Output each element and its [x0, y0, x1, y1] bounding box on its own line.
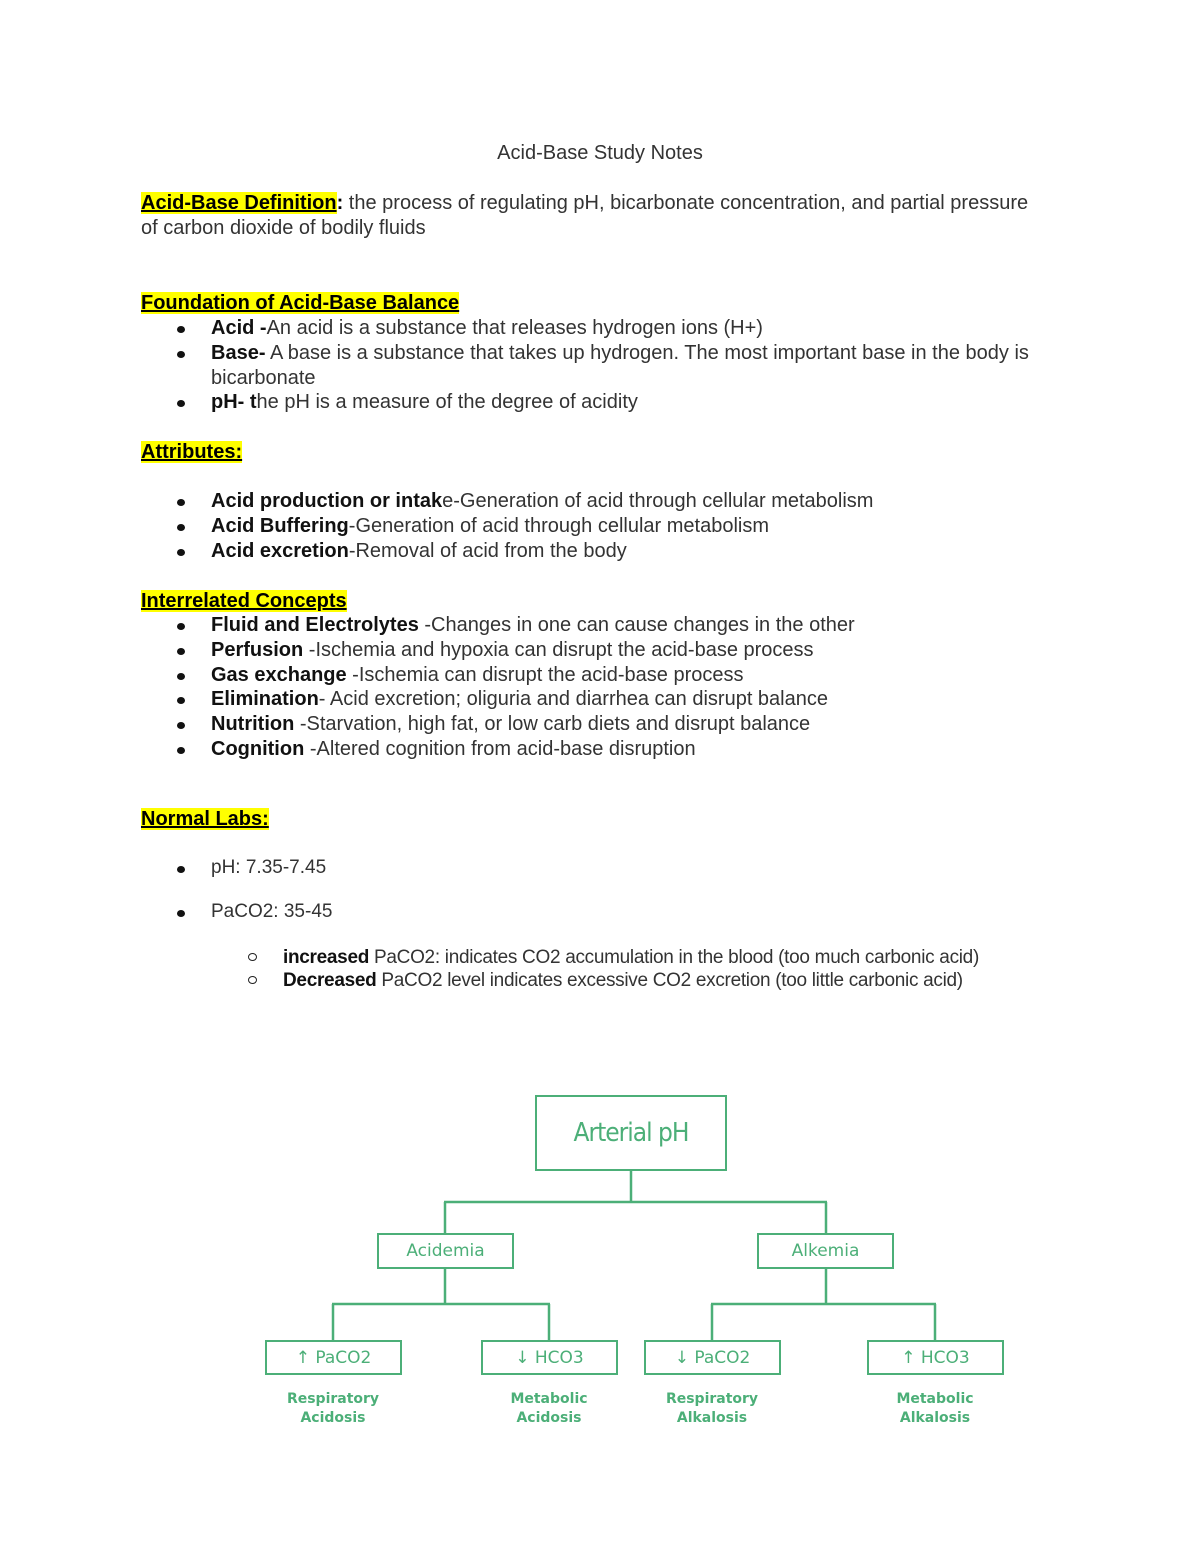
list-item	[141, 737, 1041, 762]
caption-line: Metabolic	[510, 1391, 588, 1407]
attributes-list	[141, 489, 1041, 563]
bullet-icon	[177, 400, 185, 407]
respiratory-alkalosis-caption	[642, 1390, 782, 1428]
item-term: Nutrition	[211, 713, 295, 736]
item-text: -Changes in one can cause changes in the other	[418, 614, 855, 636]
item-term: increased	[283, 947, 370, 968]
caption-line: Respiratory	[286, 1391, 380, 1407]
list-item	[141, 514, 1041, 539]
decreased-paco2-node: ↓ PaCO2	[644, 1340, 781, 1375]
definition-text: the process of regulating pH, bicarbonate concentration, and partial pressure of carbon dioxide of bodily fluids	[141, 192, 1029, 239]
item-text: e-Generation of acid through cellular metabolism	[442, 490, 874, 512]
alkemia-node: Alkemia	[757, 1233, 894, 1269]
page-title: Acid-Base Study Notes	[497, 142, 703, 164]
item-text: he pH is a measure of the degree of acidity	[256, 391, 638, 414]
bullet-icon	[177, 747, 185, 754]
bullet-icon	[177, 910, 185, 917]
acidemia-node: Acidemia	[377, 1233, 514, 1269]
bullet-icon	[177, 326, 185, 333]
lab-paco2-text: PaCO2: 35-45	[211, 901, 333, 922]
decreased-hco3-node: ↓ HCO3	[481, 1340, 618, 1375]
item-term: Elimination	[211, 688, 319, 711]
list-item	[141, 489, 1041, 514]
item-text: A base is a substance that takes up hydrogen. The most important base in the body is bicarbonate	[211, 341, 1029, 389]
item-text: -Ischemia and hypoxia can disrupt the acid-base process	[303, 638, 814, 661]
list-item	[141, 712, 1041, 737]
item-term: Fluid and Electrolytes	[211, 614, 419, 636]
bullet-icon	[177, 648, 185, 655]
list-item	[141, 539, 1041, 564]
item-term: Acid -	[211, 317, 267, 339]
item-term: Gas exchange	[211, 663, 347, 686]
bullet-icon	[177, 524, 185, 531]
item-text: An acid is a substance that releases hydrogen ions (H+)	[266, 317, 763, 339]
caption-line: Metabolic	[896, 1391, 974, 1407]
caption-line: Alkalosis	[899, 1410, 971, 1426]
bullet-icon	[177, 697, 185, 704]
hollow-bullet-icon	[248, 953, 257, 961]
item-term: Cognition	[211, 737, 305, 760]
list-item	[141, 316, 1041, 341]
lab-paco2-item	[141, 900, 332, 924]
bullet-icon	[177, 722, 185, 729]
item-text: -Generation of acid through cellular metabolism	[348, 514, 769, 537]
lab-ph-item	[141, 856, 326, 880]
labs-heading-text: Normal Labs:	[141, 808, 269, 830]
item-text: -Altered cognition from acid-base disruption	[304, 737, 696, 760]
increased-hco3-node: ↑ HCO3	[867, 1340, 1004, 1375]
paco2-sublist	[211, 946, 991, 992]
item-term: Acid excretion	[211, 539, 349, 562]
bullet-icon	[177, 623, 185, 630]
item-text: -Starvation, high fat, or low carb diets and disrupt balance	[294, 713, 811, 736]
attributes-heading	[141, 440, 242, 465]
increased-paco2-node: ↑ PaCO2	[265, 1340, 402, 1375]
interrelated-list	[141, 613, 1041, 762]
caption-line: Alkalosis	[676, 1410, 748, 1426]
list-item	[141, 341, 1041, 391]
item-text: - Acid excretion; oliguria and diarrhea can disrupt balance	[318, 688, 828, 711]
sublist-item	[211, 946, 991, 969]
list-item	[141, 638, 1041, 663]
attributes-heading-text: Attributes:	[141, 441, 243, 463]
labs-heading	[141, 807, 269, 832]
item-text: -Ischemia can disrupt the acid-base process	[346, 663, 744, 686]
metabolic-acidosis-caption	[479, 1390, 619, 1428]
item-text: PaCO2: indicates CO2 accumulation in the blood (too much carbonic acid)	[369, 947, 979, 968]
item-term: Base-	[211, 341, 266, 364]
list-item	[141, 613, 1041, 638]
foundation-list	[141, 316, 1041, 415]
foundation-heading	[141, 291, 459, 316]
hollow-bullet-icon	[248, 976, 257, 984]
lab-ph-text: pH: 7.35-7.45	[211, 857, 327, 878]
interrelated-heading	[141, 589, 347, 614]
respiratory-acidosis-caption	[263, 1390, 403, 1428]
item-term: Perfusion	[211, 638, 304, 661]
bullet-icon	[177, 499, 185, 506]
arterial-ph-node: Arterial pH	[535, 1095, 727, 1171]
metabolic-alkalosis-caption	[865, 1390, 1005, 1428]
bullet-icon	[177, 866, 185, 873]
list-item	[141, 390, 1041, 415]
list-item	[141, 663, 1041, 688]
bullet-icon	[177, 673, 185, 680]
item-text: PaCO2 level indicates excessive CO2 excretion (too little carbonic acid)	[376, 970, 963, 991]
caption-line: Acidosis	[516, 1410, 582, 1426]
item-term: Acid Buffering	[211, 514, 349, 537]
interrelated-heading-text: Interrelated Concepts	[141, 590, 347, 612]
definition-paragraph	[141, 191, 1041, 241]
sublist-item	[211, 969, 991, 992]
definition-label: Acid-Base Definition	[141, 192, 337, 214]
item-term: Acid production or intak	[211, 490, 443, 512]
item-text: -Removal of acid from the body	[348, 539, 627, 562]
item-term: Decreased	[283, 970, 377, 991]
caption-line: Respiratory	[665, 1391, 759, 1407]
definition-colon: :	[336, 192, 344, 214]
caption-line: Acidosis	[300, 1410, 366, 1426]
bullet-icon	[177, 351, 185, 358]
foundation-heading-text: Foundation of Acid-Base Balance	[141, 292, 460, 314]
list-item	[141, 687, 1041, 712]
bullet-icon	[177, 549, 185, 556]
item-term: pH- t	[211, 391, 257, 414]
